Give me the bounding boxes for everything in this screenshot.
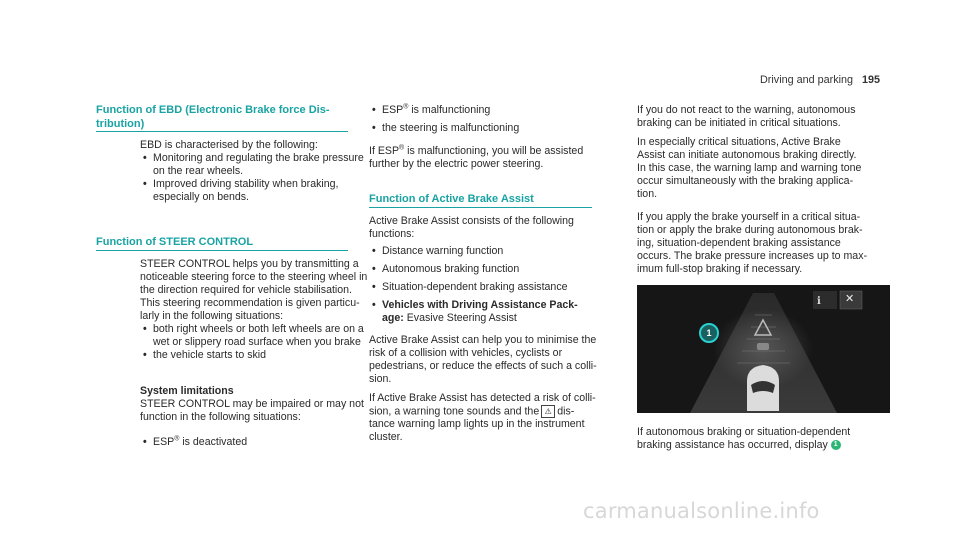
instrument-display-image	[637, 285, 890, 413]
aba-paragraph-2: If Active Brake Assist has detected a risk of colli- sion, a warning tone sounds and the ⚠ dis- tance warning lamp lights up in the instrument cluster.	[369, 392, 596, 444]
ebd-list	[140, 152, 364, 204]
distance-warning-icon: ⚠	[541, 405, 555, 418]
limits-body: STEER CONTROL may be impaired or may not function in the following situations:	[140, 398, 364, 423]
aba-list	[369, 245, 578, 325]
col3-paragraph-3: If you apply the brake yourself in a critical situa- tion or apply the brake during autonomous brak- ing, situation-dependent braking assistance occurs. The brake pressure increases up to max- imum full-stop braking if necessary.	[637, 211, 868, 275]
list-item: • Distance warning function	[372, 245, 504, 257]
close-icon: ✕	[845, 293, 855, 305]
list-item: • Autonomous braking function	[372, 263, 520, 275]
list-item: • Improved driving stability when braking, especially on bends.	[143, 178, 339, 203]
list-item: • Situation-dependent braking assistance	[372, 281, 568, 293]
list-item: • the steering is malfunctioning	[372, 122, 520, 134]
limits-heading: System limitations	[140, 385, 234, 397]
ebd-heading: Function of EBD (Electronic Brake force Dis- tribution)	[96, 104, 330, 130]
esp-list	[369, 104, 519, 135]
col3-paragraph-2: In especially critical situations, Active Brake Assist can initiate autonomous braking directly. In this case, the warning lamp and warning tone occur simultaneously with the braking applica- tion.	[637, 136, 862, 200]
aba-heading-rule	[369, 207, 592, 208]
steer-list	[140, 323, 364, 362]
list-item: • both right wheels or both left wheels are on a wet or slippery road surface when you brake	[143, 323, 364, 348]
section-title: Driving and parking	[760, 74, 854, 86]
display-caption: If autonomous braking or situation-dependent braking assistance has occurred, display 1	[637, 426, 851, 451]
page-number: 195	[862, 74, 881, 86]
list-item: • the vehicle starts to skid	[143, 349, 267, 361]
vehicle-ahead-icon	[757, 343, 769, 350]
caption-badge: 1	[831, 440, 841, 450]
aba-intro: Active Brake Assist consists of the following functions:	[369, 215, 574, 240]
esp-paragraph: If ESP® is malfunctioning, you will be assisted further by the electric power steering.	[369, 144, 584, 170]
list-item: • ESP® is malfunctioning	[372, 103, 491, 116]
list-item: • ESP® is deactivated	[143, 435, 248, 448]
page-header	[760, 74, 880, 87]
ebd-heading-rule	[96, 131, 348, 132]
steer-body: STEER CONTROL helps you by transmitting a noticeable steering force to the steering wheel in the direction required for vehicle stabilisation. This steering recommendation is given particu- larly in the following situations:	[140, 258, 368, 322]
list-item: • Vehicles with Driving Assistance Pack- age: Evasive Steering Assist	[372, 299, 578, 324]
limits-list	[140, 436, 247, 449]
ebd-intro: EBD is characterised by the following:	[140, 139, 318, 151]
aba-heading: Function of Active Brake Assist	[369, 193, 534, 205]
list-item: • Monitoring and regulating the brake pressure on the rear wheels.	[143, 152, 364, 177]
col3-paragraph-1: If you do not react to the warning, autonomous braking can be initiated in critical situations.	[637, 104, 856, 129]
watermark: carmanualsonline.info	[583, 499, 820, 523]
steer-heading: Function of STEER CONTROL	[96, 236, 254, 248]
aba-paragraph-1: Active Brake Assist can help you to minimise the risk of a collision with vehicles, cyclists or pedestrians, or reduce the effects of such a colli- sion.	[369, 334, 597, 385]
callout-badge-1: 1	[699, 323, 719, 343]
steer-heading-rule	[96, 250, 348, 251]
info-icon: i	[817, 296, 821, 307]
